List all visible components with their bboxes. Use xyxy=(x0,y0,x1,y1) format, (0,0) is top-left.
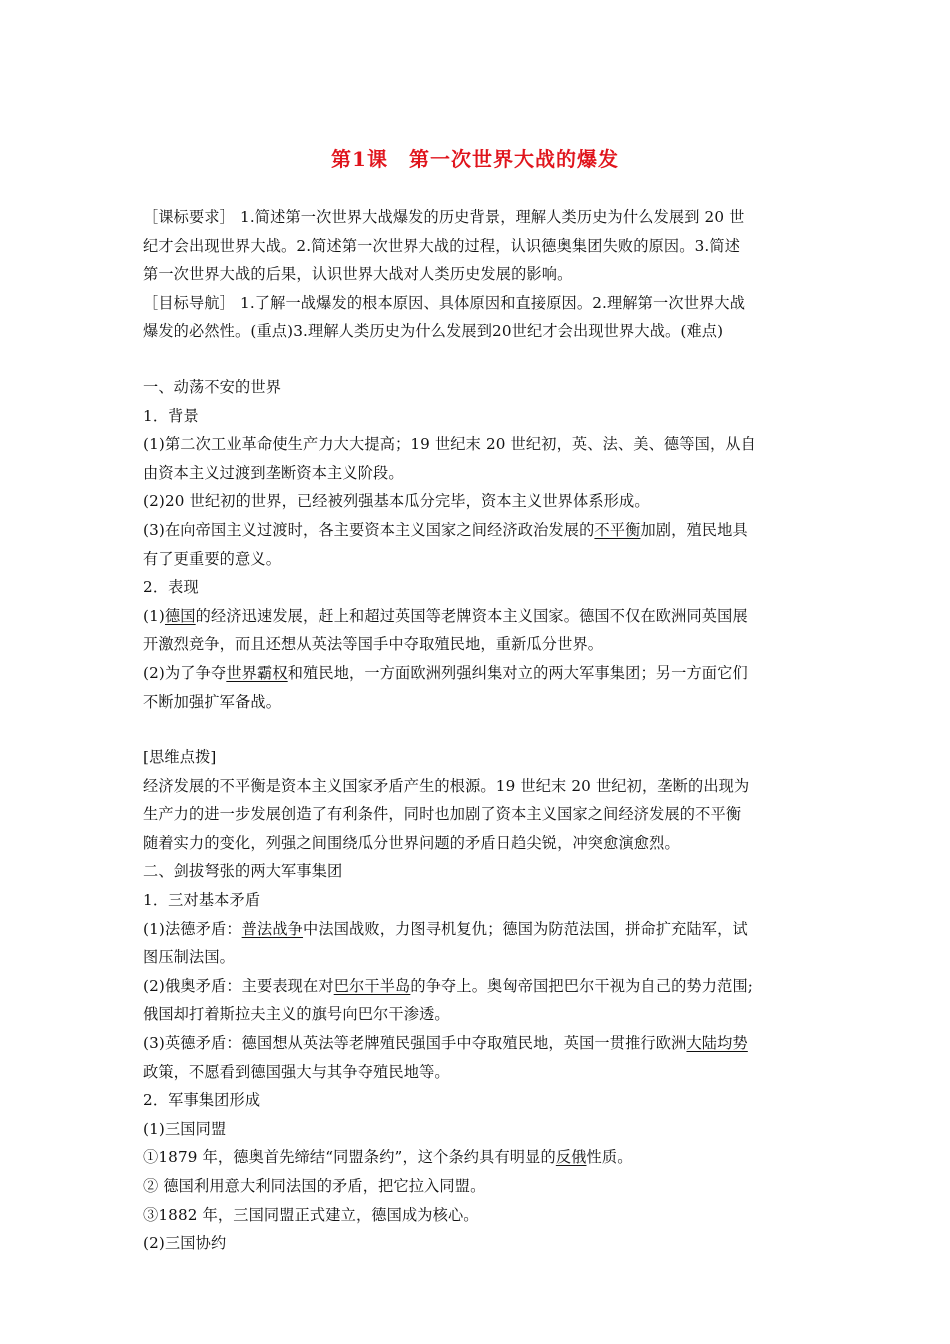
paragraph-line: (2)为了争夺世界霸权和殖民地，一方面欧洲列强纠集对立的两大军事集团；另一方面它们 xyxy=(143,663,748,682)
course-requirement-line: 第一次世界大战的后果，认识世界大战对人类历史发展的影响。 xyxy=(143,265,573,284)
course-requirement-line: 纪才会出现世界大战。2.简述第一次世界大战的过程，认识德奥集团失败的原因。3.简述 xyxy=(143,236,741,255)
subsection-heading: 1．三对基本矛盾 xyxy=(143,891,261,910)
paragraph-line: 生产力的进一步发展创造了有利条件，同时也加剧了资本主义国家之间经济发展的不平衡 xyxy=(143,805,742,824)
item-heading: (1)三国同盟 xyxy=(143,1119,227,1138)
underlined-keyword: 世界霸权 xyxy=(226,663,288,682)
paragraph-line: ③1882 年，三国同盟正式建立，德国成为核心。 xyxy=(143,1205,479,1224)
subsection-heading: 2．军事集团形成 xyxy=(143,1091,261,1110)
paragraph-line: 有了更重要的意义。 xyxy=(143,549,282,568)
underlined-keyword: 德国 xyxy=(164,606,196,625)
underlined-keyword: 普法战争 xyxy=(241,919,304,938)
paragraph-line: ② 德国利用意大利同法国的矛盾，把它拉入同盟。 xyxy=(143,1177,486,1195)
paragraph-line: (1)第二次工业革命使生产力大大提高；19 世纪末 20 世纪初，英、法、美、德等国，从自 xyxy=(143,435,756,454)
paragraph-line: 随着实力的变化，列强之间围绕瓜分世界问题的矛盾日趋尖锐，冲突愈演愈烈。 xyxy=(143,833,680,852)
paragraph-line: ①1879 年，德奥首先缔结“同盟条约”，这个条约具有明显的反俄性质。 xyxy=(143,1148,633,1167)
paragraph-line: 图压制法国。 xyxy=(143,948,236,967)
goal-navigation-line: ［目标导航］ 1.了解一战爆发的根本原因、具体原因和直接原因。2.理解第一次世界大战 xyxy=(143,293,746,312)
paragraph-line: 经济发展的不平衡是资本主义国家矛盾产生的根源。19 世纪末 20 世纪初，垄断的出现为 xyxy=(143,776,750,795)
subsection-heading: 1．背景 xyxy=(143,406,199,425)
paragraph-line: (3)英德矛盾：德国想从英法等老牌殖民强国手中夺取殖民地，英国一贯推行欧洲大陆均势 xyxy=(143,1034,748,1053)
goal-navigation-line: 爆发的必然性。(重点)3.理解人类历史为什么发展到20世纪才会出现世界大战。(难点) xyxy=(143,322,724,341)
paragraph-line: (1)法德矛盾：普法战争中法国战败，力图寻机复仇；德国为防范法国，拼命扩充陆军，试 xyxy=(143,919,748,938)
paragraph-line: (2)俄奥矛盾：主要表现在对巴尔干半岛的争夺上。奥匈帝国把巴尔干视为自己的势力范围; xyxy=(143,976,754,995)
paragraph-line: (1)德国的经济迅速发展，赶上和超过英国等老牌资本主义国家。德国不仅在欧洲同英国展 xyxy=(143,606,748,625)
paragraph-line: (2)20 世纪初的世界，已经被列强基本瓜分完毕，资本主义世界体系形成。 xyxy=(143,492,650,511)
underlined-keyword: 大陆均势 xyxy=(686,1034,748,1053)
item-heading: (2)三国协约 xyxy=(143,1234,227,1253)
underlined-keyword: 反俄 xyxy=(555,1148,587,1167)
underlined-keyword: 巴尔干半岛 xyxy=(333,976,411,995)
section-heading: 二、剑拔弩张的两大军事集团 xyxy=(143,862,343,881)
paragraph-line: 俄国却打着斯拉夫主义的旗号向巴尔干渗透。 xyxy=(143,1005,450,1024)
paragraph-line: (3)在向帝国主义过渡时，各主要资本主义国家之间经济政治发展的不平衡加剧，殖民地具 xyxy=(143,520,748,539)
paragraph-line: 政策，不愿看到德国强大与其争夺殖民地等。 xyxy=(143,1062,450,1081)
course-requirement-line: ［课标要求］ 1.简述第一次世界大战爆发的历史背景，理解人类历史为什么发展到 20 世 xyxy=(143,208,745,226)
thinking-tip-label: [思维点拨] xyxy=(143,748,217,767)
paragraph-line: 开激烈竞争，而且还想从英法等国手中夺取殖民地，重新瓜分世界。 xyxy=(143,635,604,654)
paragraph-line: 不断加强扩军备战。 xyxy=(143,692,282,711)
underlined-keyword: 不平衡 xyxy=(594,520,641,539)
paragraph-line: 由资本主义过渡到垄断资本主义阶段。 xyxy=(143,463,404,482)
section-heading: 一、动荡不安的世界 xyxy=(143,377,282,396)
subsection-heading: 2．表现 xyxy=(143,578,199,597)
page-title: 第1课 第一次世界大战的爆发 xyxy=(331,147,619,171)
